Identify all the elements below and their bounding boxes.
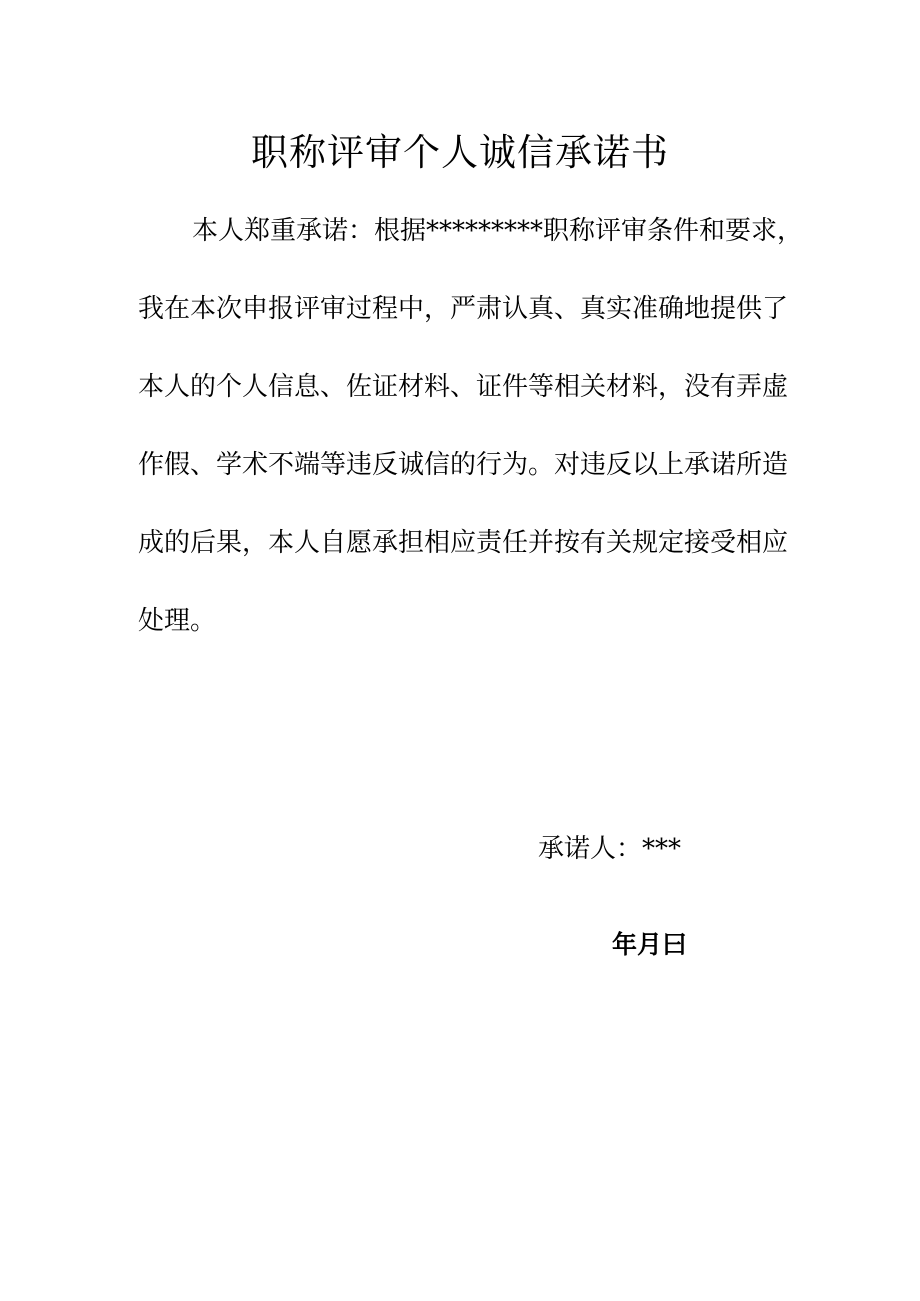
pledge-line: 成的后果，本人自愿承担相应责任并按有关规定接受相应: [138, 528, 789, 558]
document-title: 职称评审个人诚信承诺书: [251, 131, 669, 174]
pledge-line: 本人郑重承诺：根据*********职称评审条件和要求，: [192, 216, 804, 246]
pledge-line: 我在本次申报评审过程中，严肃认真、真实准确地提供了: [138, 294, 789, 324]
pledge-line: 作假、学术不端等违反诚信的行为。对违反以上承诺所造: [138, 450, 789, 480]
signer-line: 承诺人：***: [538, 834, 682, 864]
date-line: 年月曰: [612, 930, 688, 959]
pledge-line: 本人的个人信息、佐证材料、证件等相关材料，没有弄虚: [138, 372, 789, 402]
pledge-body: [138, 204, 804, 672]
pledge-line: 处理。: [138, 606, 217, 636]
